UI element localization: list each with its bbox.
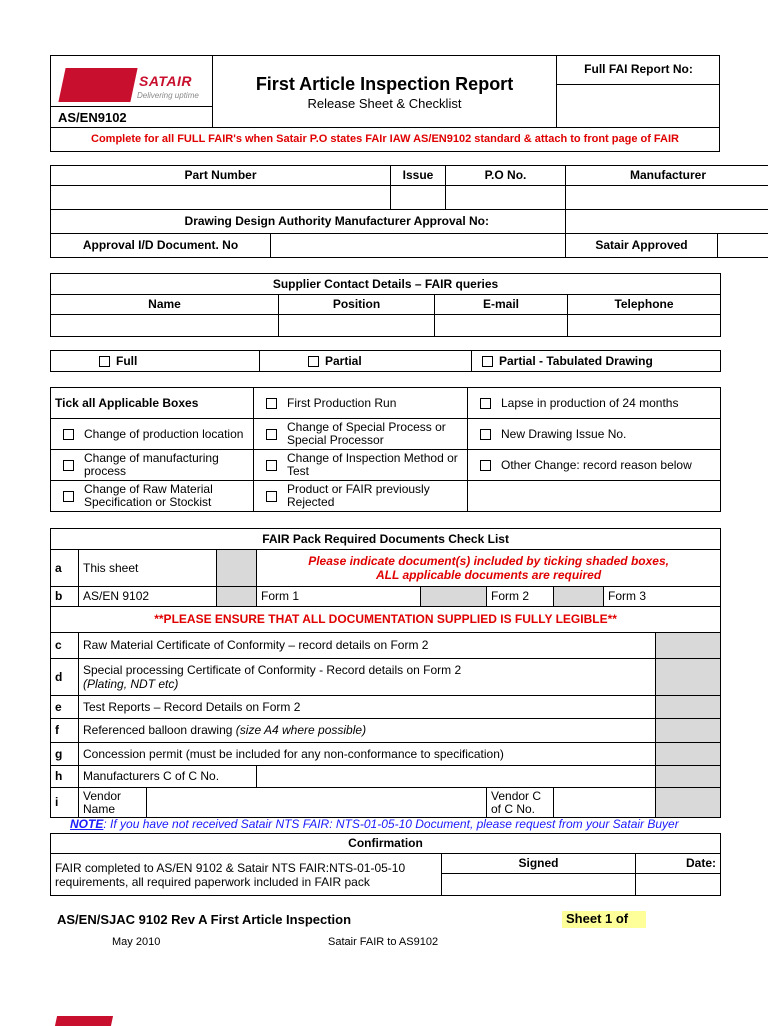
row-d-main: Special processing Certificate of Conformity - Record details on Form 2 bbox=[83, 663, 651, 677]
previously-rejected-label: Product or FAIR previously Rejected bbox=[287, 483, 463, 509]
change-special-process-label: Change of Special Process or Special Processor bbox=[287, 421, 463, 447]
fai-type-tabulated[interactable] bbox=[472, 351, 721, 372]
approval-doc-field[interactable] bbox=[271, 234, 566, 258]
first-production-checkbox[interactable] bbox=[266, 398, 277, 409]
tabulated-checkbox[interactable] bbox=[482, 356, 493, 367]
form2-tick[interactable] bbox=[554, 587, 604, 607]
change-raw-material-checkbox[interactable] bbox=[63, 491, 74, 502]
new-drawing-label: New Drawing Issue No. bbox=[501, 428, 626, 441]
checklist-notice-line2: ALL applicable documents are required bbox=[261, 568, 716, 582]
row-b-text: AS/EN 9102 bbox=[79, 587, 217, 607]
change-location-checkbox[interactable] bbox=[63, 429, 74, 440]
partial-checkbox[interactable] bbox=[308, 356, 319, 367]
checklist-title: FAIR Pack Required Documents Check List bbox=[51, 529, 721, 550]
page-subtitle: Release Sheet & Checklist bbox=[213, 96, 556, 111]
page-title: First Article Inspection Report bbox=[213, 74, 556, 95]
row-d-sub: (Plating, NDT etc) bbox=[83, 677, 651, 691]
row-f-main: Referenced balloon drawing bbox=[83, 723, 232, 737]
manufacturer-header: Manufacturer bbox=[566, 166, 768, 186]
other-change-label: Other Change: record reason below bbox=[501, 459, 692, 472]
drawing-authority-label: Drawing Design Authority Manufacturer Approval No: bbox=[51, 210, 566, 234]
name-field[interactable] bbox=[51, 315, 279, 337]
row-g-tick[interactable] bbox=[656, 743, 721, 766]
instruction-text: Complete for all FULL FAIR's when Satair P.O states FAIr IAW AS/EN9102 standard & attach to front page of FAIR bbox=[50, 133, 720, 145]
email-header: E-mail bbox=[435, 295, 568, 315]
tabulated-label: Partial - Tabulated Drawing bbox=[499, 354, 653, 368]
form2-label: Form 2 bbox=[487, 587, 554, 607]
signed-label: Signed bbox=[442, 854, 636, 874]
fai-report-input[interactable] bbox=[560, 88, 716, 124]
confirmation-table bbox=[50, 833, 721, 896]
form1-tick[interactable] bbox=[421, 587, 487, 607]
date-label: Date: bbox=[636, 854, 721, 874]
issue-header: Issue bbox=[391, 166, 446, 186]
row-d-text bbox=[79, 659, 656, 696]
footer-sheet: Sheet 1 of bbox=[562, 911, 646, 928]
row-b-tick[interactable] bbox=[217, 587, 257, 607]
row-h-field[interactable] bbox=[257, 766, 656, 788]
vendor-name-label: Vendor Name bbox=[79, 788, 147, 818]
row-a-text: This sheet bbox=[79, 550, 217, 587]
fai-type-table bbox=[50, 350, 721, 372]
name-header: Name bbox=[51, 295, 279, 315]
first-production-label: First Production Run bbox=[287, 397, 396, 410]
logo-text: SATAIR bbox=[139, 73, 192, 89]
po-header: P.O No. bbox=[446, 166, 566, 186]
row-c-letter: c bbox=[51, 633, 79, 659]
row-g-letter: g bbox=[51, 743, 79, 766]
date-field[interactable] bbox=[636, 874, 721, 896]
email-field[interactable] bbox=[435, 315, 568, 337]
lapse-label: Lapse in production of 24 months bbox=[501, 397, 678, 410]
part-number-header: Part Number bbox=[51, 166, 391, 186]
next-page-logo bbox=[55, 1016, 113, 1026]
change-special-process-checkbox[interactable] bbox=[266, 429, 277, 440]
change-location-label: Change of production location bbox=[84, 428, 243, 441]
fai-report-label: Full FAI Report No: bbox=[557, 62, 720, 76]
standard-label: AS/EN9102 bbox=[58, 110, 127, 125]
satair-approved-label: Satair Approved bbox=[566, 234, 718, 258]
confirmation-title: Confirmation bbox=[51, 834, 721, 854]
supplier-table bbox=[50, 273, 721, 337]
reason-field[interactable] bbox=[468, 481, 721, 512]
checklist-table bbox=[50, 528, 721, 818]
supplier-title: Supplier Contact Details – FAIR queries bbox=[51, 274, 721, 295]
legible-notice: **PLEASE ENSURE THAT ALL DOCUMENTATION SUPPLIED IS FULLY LEGIBLE** bbox=[51, 607, 721, 633]
row-f-letter: f bbox=[51, 719, 79, 743]
footer-ref: Satair FAIR to AS9102 bbox=[328, 936, 438, 948]
vendor-cofc-field[interactable] bbox=[554, 788, 656, 818]
fai-type-partial[interactable] bbox=[260, 351, 472, 372]
row-e-letter: e bbox=[51, 696, 79, 719]
other-change-checkbox[interactable] bbox=[480, 460, 491, 471]
change-manufacturing-label: Change of manufacturing process bbox=[84, 452, 249, 478]
lapse-checkbox[interactable] bbox=[480, 398, 491, 409]
full-label: Full bbox=[116, 354, 137, 368]
satair-logo bbox=[57, 64, 207, 106]
row-b-letter: b bbox=[51, 587, 79, 607]
telephone-field[interactable] bbox=[568, 315, 721, 337]
approval-doc-label: Approval I/D Document. No bbox=[51, 234, 271, 258]
fai-type-full[interactable] bbox=[51, 351, 260, 372]
row-d-tick[interactable] bbox=[656, 659, 721, 696]
position-header: Position bbox=[279, 295, 435, 315]
change-inspection-checkbox[interactable] bbox=[266, 460, 277, 471]
confirmation-text: FAIR completed to AS/EN 9102 & Satair NTS FAIR:NTS-01-05-10 requirements, all required paperwork included in FAIR pack bbox=[51, 854, 442, 896]
footer-date: May 2010 bbox=[112, 936, 160, 948]
row-i-tick[interactable] bbox=[656, 788, 721, 818]
telephone-header: Telephone bbox=[568, 295, 721, 315]
vendor-cofc-label: Vendor C of C No. bbox=[487, 788, 554, 818]
row-c-tick[interactable] bbox=[656, 633, 721, 659]
form3-label: Form 3 bbox=[604, 587, 721, 607]
row-a-tick[interactable] bbox=[217, 550, 257, 587]
form1-label: Form 1 bbox=[257, 587, 421, 607]
row-e-text: Test Reports – Record Details on Form 2 bbox=[79, 696, 656, 719]
row-f-text bbox=[79, 719, 656, 743]
po-field[interactable] bbox=[446, 186, 566, 210]
checklist-notice-line1: Please indicate document(s) included by ticking shaded boxes, bbox=[261, 554, 716, 568]
note-text: : If you have not received Satair NTS FAIR: NTS-01-05-10 Document, please request from your Satair Buyer bbox=[103, 817, 678, 831]
full-checkbox[interactable] bbox=[99, 356, 110, 367]
row-i-letter: i bbox=[51, 788, 79, 818]
checklist-notice bbox=[257, 550, 721, 587]
footer-doc-title: AS/EN/SJAC 9102 Rev A First Article Inspection bbox=[57, 912, 351, 927]
signed-field[interactable] bbox=[442, 874, 636, 896]
row-a-letter: a bbox=[51, 550, 79, 587]
row-h-tick[interactable] bbox=[656, 766, 721, 788]
part-info-table bbox=[50, 165, 768, 258]
note-label: NOTE bbox=[70, 817, 103, 831]
applicable-title: Tick all Applicable Boxes bbox=[51, 388, 254, 419]
vendor-name-field[interactable] bbox=[147, 788, 487, 818]
issue-field[interactable] bbox=[391, 186, 446, 210]
row-f-tick[interactable] bbox=[656, 719, 721, 743]
part-number-field[interactable] bbox=[51, 186, 391, 210]
row-c-text: Raw Material Certificate of Conformity – record details on Form 2 bbox=[79, 633, 656, 659]
new-drawing-checkbox[interactable] bbox=[480, 429, 491, 440]
position-field[interactable] bbox=[279, 315, 435, 337]
manufacturer-field[interactable] bbox=[566, 186, 768, 210]
change-inspection-label: Change of Inspection Method or Test bbox=[287, 452, 463, 478]
row-d-letter: d bbox=[51, 659, 79, 696]
row-h-text: Manufacturers C of C No. bbox=[79, 766, 257, 788]
change-manufacturing-checkbox[interactable] bbox=[63, 460, 74, 471]
applicable-table bbox=[50, 387, 721, 512]
logo-mark bbox=[58, 68, 137, 102]
note-line bbox=[70, 817, 730, 831]
logo-tagline: Delivering uptime bbox=[137, 91, 199, 100]
satair-approved-field[interactable] bbox=[718, 234, 768, 258]
row-f-sub: (size A4 where possible) bbox=[236, 723, 366, 737]
drawing-authority-field[interactable] bbox=[566, 210, 768, 234]
row-g-text: Concession permit (must be included for any non-conformance to specification) bbox=[79, 743, 656, 766]
partial-label: Partial bbox=[325, 354, 362, 368]
previously-rejected-checkbox[interactable] bbox=[266, 491, 277, 502]
row-e-tick[interactable] bbox=[656, 696, 721, 719]
row-h-letter: h bbox=[51, 766, 79, 788]
change-raw-material-label: Change of Raw Material Specification or Stockist bbox=[84, 483, 249, 509]
